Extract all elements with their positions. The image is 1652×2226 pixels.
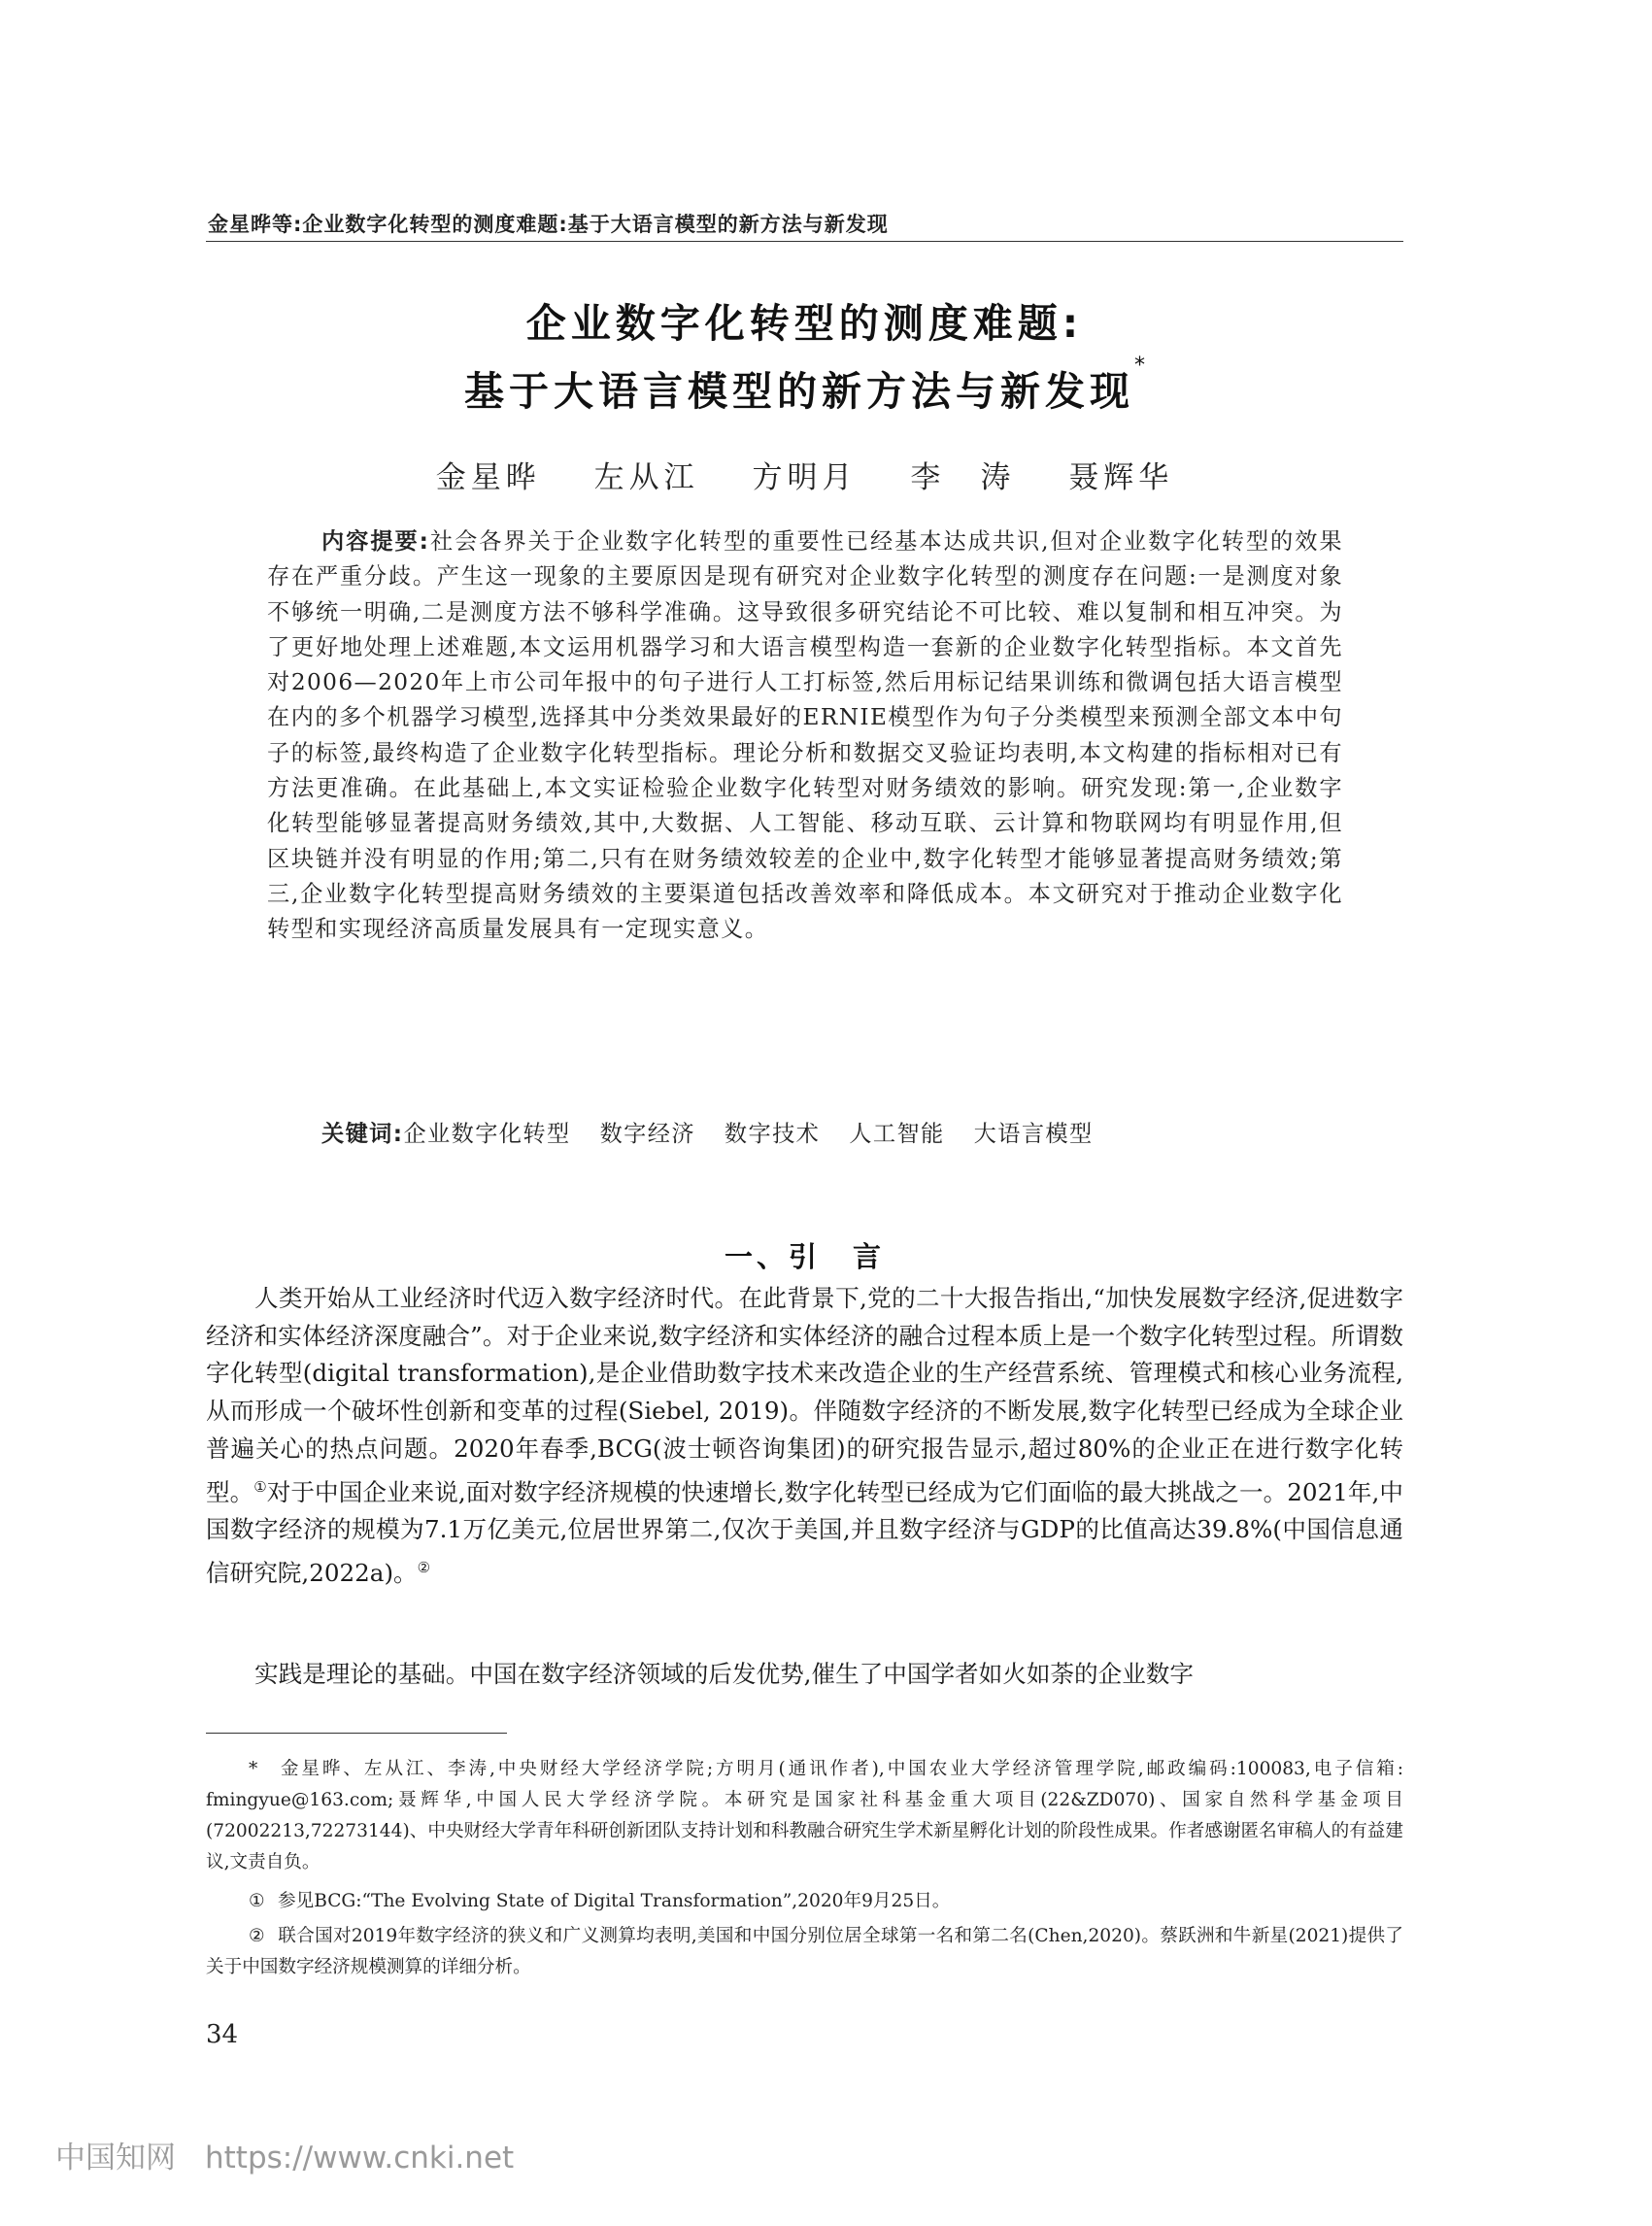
footnote-ref-2[interactable]: ② (417, 1559, 431, 1577)
title-line-2-text: 基于大语言模型的新方法与新发现 (464, 368, 1134, 415)
title-line-1-text: 企业数字化转型的测度难题: (525, 300, 1084, 347)
author-name: 李 涛 (910, 460, 1016, 495)
body-paragraph-2: 实践是理论的基础。中国在数字经济领域的后发优势,催生了中国学者如火如荼的企业数字 (254, 1660, 1194, 1688)
page-number: 34 (206, 2020, 239, 2049)
cnki-watermark (55, 2133, 514, 2176)
watermark-url[interactable]: https://www.cnki.net (205, 2141, 515, 2175)
footnote-2-text: 联合国对2019年数字经济的狭义和广义测算均表明,美国和中国分别位居全球第一名和第二名(Chen,2020)。蔡跃洲和牛新星(2021)提供了关于中国数字经济规模测算的详细分析。 (206, 1926, 1403, 1977)
header-rule (206, 241, 1403, 242)
keywords (321, 1117, 1343, 1152)
author-list (206, 453, 1403, 496)
abstract (267, 524, 1343, 948)
section-heading: 一、引 言 (724, 1240, 885, 1274)
author-name: 聂辉华 (1068, 460, 1174, 495)
footnote-ref-1[interactable]: ① (253, 1477, 267, 1496)
author-name: 金星晔 (435, 460, 541, 495)
watermark-brand: 中国知网 (55, 2141, 176, 2175)
title-line-2 (206, 354, 1403, 417)
footnote-author-info (206, 1754, 1403, 1878)
keyword: 数字经济 (599, 1121, 695, 1147)
keyword: 人工智能 (849, 1121, 945, 1147)
body-paragraph-1 (206, 1280, 1403, 1593)
keyword: 企业数字化转型 (403, 1121, 571, 1147)
body-paragraph-1-continued: 对于中国企业来说,面对数字经济规模的快速增长,数字化转型已经成为它们面临的最大挑战之一。2021年,中国数字经济的规模为7.1万亿美元,位居世界第二,仅次于美国,并且数字经济与GDP的比值高达39.8%(中国信息通信研究院,2022a)。 (206, 1477, 1403, 1588)
footnote-2 (206, 1921, 1403, 1983)
footnote-author-info-text: 金星晔、左从江、李涛,中央财经大学经济学院;方明月(通讯作者),中国农业大学经济管理学院,邮政编码:100083,电子信箱: fmingyue@163.com;聂辉华,中国人民大学经济学院。本研究是国家社科基金重大项目(22&ZD070)、国家自然科学基金项目(72002213,72273144)、中央财经大学青年科研创新团队支持计划和科教融合研究生学术新星孵化计划的阶段性成果。作者感谢匿名审稿人的有益建议,文责自负。 (206, 1759, 1403, 1872)
title-line-1 (206, 291, 1403, 349)
keyword: 大语言模型 (973, 1121, 1094, 1147)
footnote-1-text: 参见BCG:“The Evolving State of Digital Transformation”,2020年9月25日。 (278, 1891, 951, 1911)
abstract-label: 内容提要: (321, 528, 430, 555)
footnote-1 (206, 1886, 1403, 1917)
keyword: 数字技术 (724, 1121, 821, 1147)
title-footnote-mark: * (1134, 354, 1145, 378)
footnote-rule (206, 1733, 507, 1734)
abstract-text: 社会各界关于企业数字化转型的重要性已经基本达成共识,但对企业数字化转型的效果存在严重分歧。产生这一现象的主要原因是现有研究对企业数字化转型的测度存在问题:一是测度对象不够统一明确,二是测度方法不够科学准确。这导致很多研究结论不可比较、难以复制和相互冲突。为了更好地处理上述难题,本文运用机器学习和大语言模型构造一套新的企业数字化转型指标。本文首先对2006—2020年上市公司年报中的句子进行人工打标签,然后用标记结果训练和微调包括大语言模型在内的多个机器学习模型,选择其中分类效果最好的ERNIE模型作为句子分类模型来预测全部文本中句子的标签,最终构造了企业数字化转型指标。理论分析和数据交叉验证均表明,本文构建的指标相对已有方法更准确。在此基础上,本文实证检验企业数字化转型对财务绩效的影响。研究发现:第一,企业数字化转型能够显著提高财务绩效,其中,大数据、人工智能、移动互联、云计算和物联网均有明显作用,但区块链并没有明显的作用;第二,只有在财务绩效较差的企业中,数字化转型才能够显著提高财务绩效;第三,企业数字化转型提高财务绩效的主要渠道包括改善效率和降低成本。本文研究对于推动企业数字化转型和实现经济高质量发展具有一定现实意义。 (267, 528, 1343, 943)
footnote-1-mark: ① (249, 1891, 265, 1911)
body-paragraph-1-text: 人类开始从工业经济时代迈入数字经济时代。在此背景下,党的二十大报告指出,“加快发展数字经济,促进数字经济和实体经济深度融合”。对于企业来说,数字经济和实体经济的融合过程本质上是一个数字化转型过程。所谓数字化转型(digital transformation),是企业借助数字技术来改造企业的生产经营系统、管理模式和核心业务流程,从而形成一个破坏性创新和变革的过程(Siebel, 2019)。伴随数字经济的不断发展,数字化转型已经成为全球企业普遍关心的热点问题。2020年春季,BCG(波士顿咨询集团)的研究报告显示,超过80%的企业正在进行数字化转型。 (206, 1284, 1403, 1506)
author-name: 左从江 (593, 460, 699, 495)
keywords-label: 关键词: (321, 1121, 404, 1147)
footnote-2-mark: ② (249, 1926, 265, 1946)
running-header: 金星晔等:企业数字化转型的测度难题:基于大语言模型的新方法与新发现 (208, 213, 889, 236)
author-name: 方明月 (752, 460, 858, 495)
footnote-star-mark: * (249, 1759, 258, 1779)
